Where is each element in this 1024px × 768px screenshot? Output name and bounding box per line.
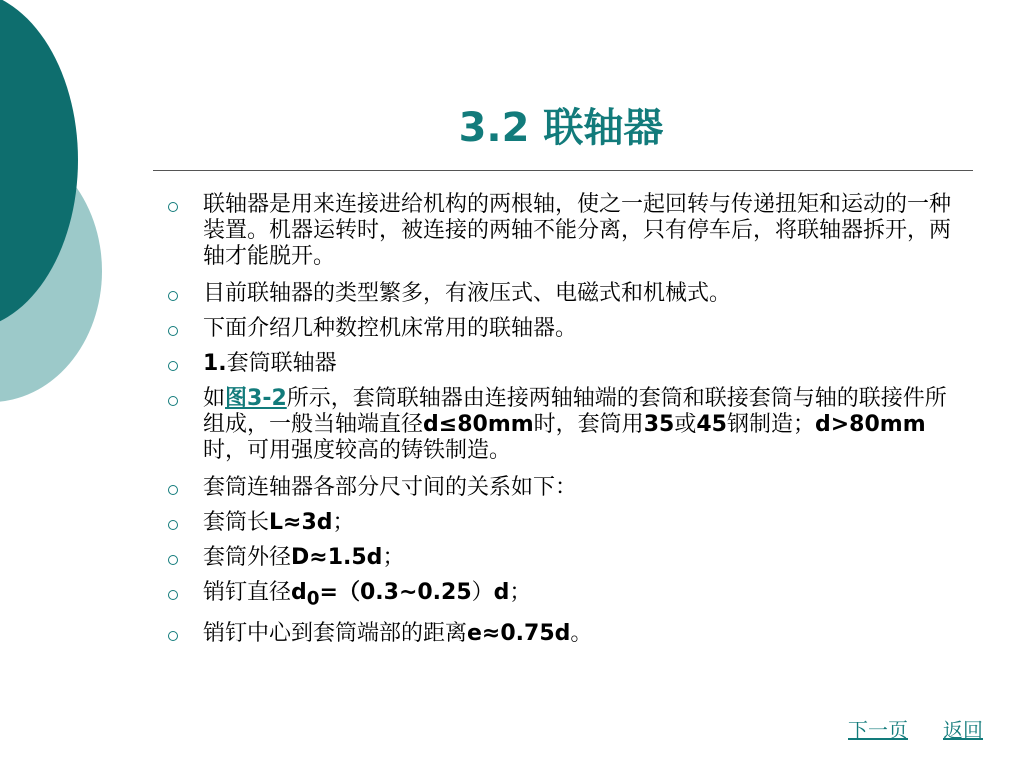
bullet-circle-icon <box>168 590 178 600</box>
bullet-item-sleeve-length <box>160 510 960 536</box>
bullet-circle-icon <box>168 326 178 336</box>
heading-text: 套筒联轴器 <box>226 351 337 376</box>
formula-value: =（ <box>319 580 360 605</box>
text-segment: 钢制造； <box>726 412 815 437</box>
text-segment: ； <box>382 545 405 570</box>
bullet-item-sleeve-description <box>160 386 960 464</box>
formula-value: e≈0.75d <box>467 621 571 647</box>
bullet-text: 下面介绍几种数控机床常用的联轴器。 <box>203 316 578 341</box>
bullet-text <box>203 386 960 464</box>
bullet-list <box>160 192 960 656</box>
bullet-text <box>203 545 960 571</box>
formula-value: 45 <box>696 412 727 437</box>
bullet-circle-icon <box>168 291 178 301</box>
bullet-item-pin-distance <box>160 621 960 647</box>
slide-title: 3.2 联轴器 <box>458 105 664 151</box>
formula-value: d≤80mm <box>423 412 534 437</box>
bullet-item-sleeve-heading <box>160 351 960 377</box>
text-segment: 。 <box>570 621 593 647</box>
bullet-circle-icon <box>168 485 178 495</box>
text-segment: 如 <box>203 386 226 411</box>
bullet-item-pin-diameter <box>160 580 960 612</box>
bullet-text <box>203 510 960 536</box>
formula-value: 35 <box>643 412 675 437</box>
bullet-item-definition <box>160 192 960 270</box>
bullet-circle-icon <box>168 396 178 406</box>
text-segment: ； <box>332 510 355 535</box>
text-segment: 时，套筒用 <box>533 412 644 437</box>
formula-subscript: 0 <box>306 588 320 610</box>
bullet-text <box>203 580 960 612</box>
text-segment: 套筒长 <box>203 510 270 535</box>
bullet-item-outer-diameter <box>160 545 960 571</box>
text-segment: 套筒外径 <box>203 545 292 570</box>
text-segment: 所示，套筒联轴器由连接两轴轴端的套筒和联接套筒与轴的联接件所组成，一般当轴端直径 <box>203 386 947 437</box>
next-page-link[interactable]: 下一页 <box>848 718 908 742</box>
text-segment: 销钉中心到套筒端部的距离 <box>203 621 468 647</box>
formula-value: d <box>493 580 510 605</box>
bullet-circle-icon <box>168 631 178 641</box>
bullet-circle-icon <box>168 520 178 530</box>
formula-value: d <box>291 580 307 605</box>
bullet-circle-icon <box>168 555 178 565</box>
text-segment: 销钉直径 <box>203 580 292 605</box>
bullet-circle-icon <box>168 361 178 371</box>
bullet-text: 套筒连轴器各部分尺寸间的关系如下： <box>203 475 578 500</box>
bullet-item-intro <box>160 316 960 342</box>
bullet-item-dimensions-intro <box>160 475 960 501</box>
text-segment: 或 <box>674 412 697 437</box>
bullet-circle-icon <box>168 202 178 212</box>
heading-number: 1. <box>203 351 227 376</box>
bullet-text <box>203 351 960 377</box>
formula-value: D≈1.5d <box>291 545 383 570</box>
text-segment: ） <box>471 580 494 605</box>
formula-value: d>80mm <box>814 412 926 437</box>
bullet-item-types <box>160 281 960 307</box>
bullet-text: 联轴器是用来连接进给机构的两根轴，使之一起回转与传递扭矩和运动的一种装置。机器运转时，被连接的两轴不能分离，只有停车后，将联轴器拆开，两轴才能脱开。 <box>203 192 952 269</box>
formula-value: 0.3~0.25 <box>359 580 472 605</box>
text-segment: ； <box>509 580 532 605</box>
figure-3-2-link[interactable]: 图3-2 <box>225 386 287 411</box>
title-divider <box>153 170 973 171</box>
bullet-text: 目前联轴器的类型繁多，有液压式、电磁式和机械式。 <box>203 281 732 306</box>
text-segment: 时，可用强度较高的铸铁制造。 <box>203 438 512 463</box>
bullet-text <box>203 621 960 647</box>
back-link[interactable]: 返回 <box>943 718 983 742</box>
formula-value: L≈3d <box>269 510 333 535</box>
